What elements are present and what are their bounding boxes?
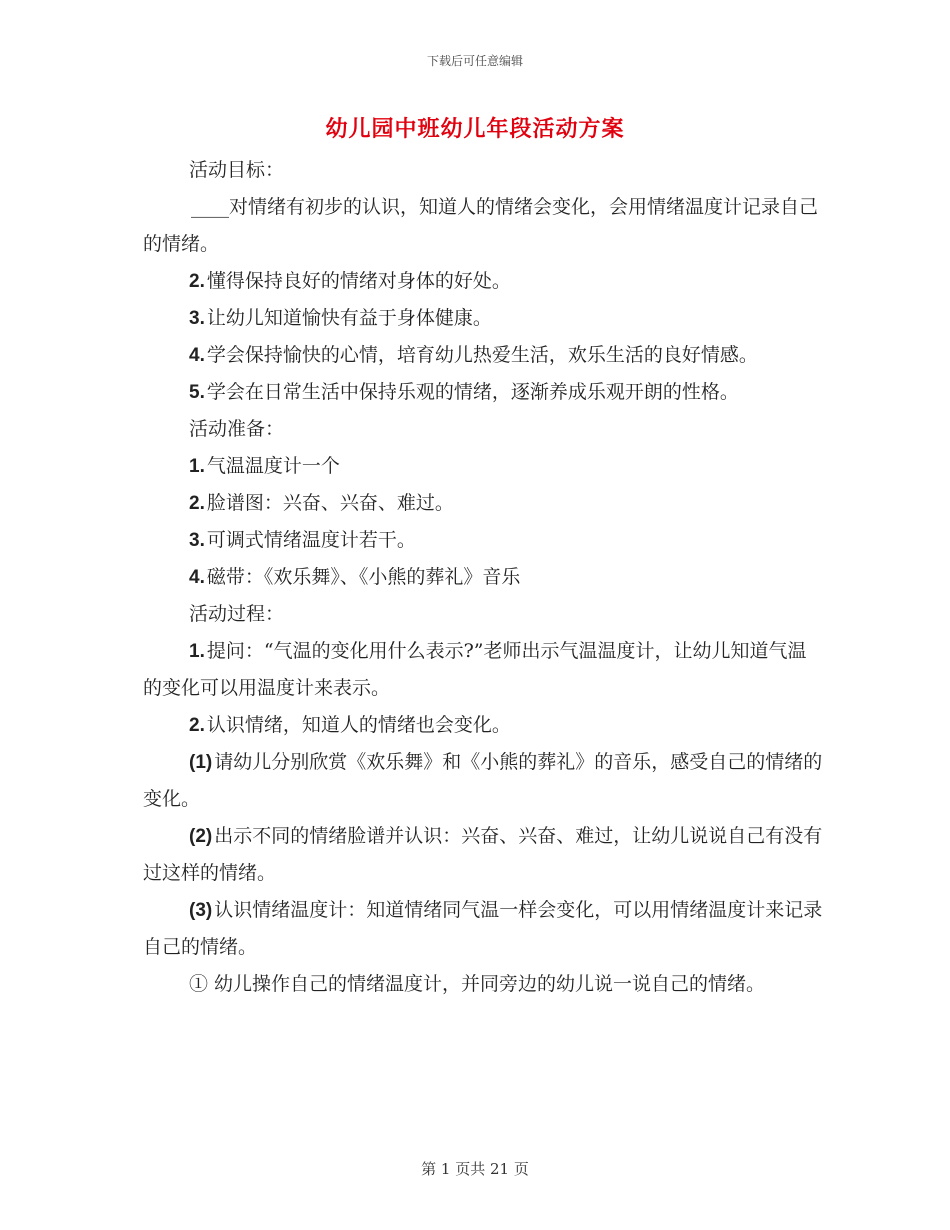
process-heading: 活动过程： xyxy=(189,603,285,625)
process-text-4: 出示不同的情绪脸谱并认识：兴奋、兴奋、难过，让幼儿说说自己有没有过这样的情绪。 xyxy=(143,825,823,884)
process-text-6: 幼儿操作自己的情绪温度计，并同旁边的幼儿说一说自己的情绪。 xyxy=(208,973,766,995)
process-item-6 xyxy=(143,966,823,1003)
process-num-1: 1. xyxy=(189,641,205,662)
page-header: 下载后可任意编辑 xyxy=(426,54,523,68)
goals-heading: 活动目标： xyxy=(189,159,285,181)
process-text-2: 认识情绪，知道人的情绪也会变化。 xyxy=(206,714,511,736)
prep-item-1 xyxy=(143,448,823,485)
preparation-heading: 活动准备： xyxy=(189,418,285,440)
process-item-4 xyxy=(143,818,823,892)
process-text-5: 认识情绪温度计：知道情绪同气温一样会变化，可以用情绪温度计来记录自己的情绪。 xyxy=(143,899,823,958)
process-num-6: ① xyxy=(189,973,209,995)
process-item-1 xyxy=(143,633,823,707)
goal-text-3: 让幼儿知道愉快有益于身体健康。 xyxy=(206,307,492,329)
goal-item-3 xyxy=(143,300,823,337)
goal-num-2: 2. xyxy=(189,271,205,292)
process-text-1: 提问：“气温的变化用什么表示?”老师出示气温温度计，让幼儿知道气温的变化可以用温度计来表示。 xyxy=(143,640,807,699)
goal-item-5 xyxy=(143,374,823,411)
goal-text-4: 学会保持愉快的心情，培育幼儿热爱生活，欢乐生活的良好情感。 xyxy=(206,344,758,366)
process-num-2: 2. xyxy=(189,715,205,736)
process-text-3: 请幼儿分别欣赏《欢乐舞》和《小熊的葬礼》的音乐，感受自己的情绪的变化。 xyxy=(143,751,823,810)
document-title: 幼儿园中班幼儿年段活动方案 xyxy=(325,116,625,142)
prep-text-2: 脸谱图：兴奋、兴奋、难过。 xyxy=(206,492,454,514)
process-num-5: (3) xyxy=(189,900,213,921)
prep-num-2: 2. xyxy=(189,493,205,514)
prep-text-3: 可调式情绪温度计若干。 xyxy=(206,529,416,551)
prep-text-1: 气温温度计一个 xyxy=(206,455,340,477)
process-num-3: (1) xyxy=(189,752,213,773)
goal-item-1 xyxy=(143,189,823,263)
prep-text-4: 磁带：《欢乐舞》、《小熊的葬礼》音乐 xyxy=(206,566,521,588)
goal-num-4: 4. xyxy=(189,345,205,366)
process-item-2 xyxy=(143,707,823,744)
document-body xyxy=(143,152,823,1003)
goal-text-2: 懂得保持良好的情绪对身体的好处。 xyxy=(206,270,511,292)
process-num-4: (2) xyxy=(189,826,213,847)
prep-num-4: 4. xyxy=(189,567,205,588)
goal-num-5: 5. xyxy=(189,382,205,403)
prep-item-2 xyxy=(143,485,823,522)
goal-text-5: 学会在日常生活中保持乐观的情绪，逐渐养成乐观开朗的性格。 xyxy=(206,381,739,403)
process-item-3 xyxy=(143,744,823,818)
prep-item-4 xyxy=(143,559,823,596)
prep-num-3: 3. xyxy=(189,530,205,551)
page-footer: 第 1 页共 21 页 xyxy=(421,1160,529,1178)
goal-item-4 xyxy=(143,337,823,374)
goal-num-3: 3. xyxy=(189,308,205,329)
goal-text-1: ____对情绪有初步的认识，知道人的情绪会变化，会用情绪温度计记录自己的情绪。 xyxy=(143,196,819,255)
prep-num-1: 1. xyxy=(189,456,205,477)
prep-item-3 xyxy=(143,522,823,559)
process-item-5 xyxy=(143,892,823,966)
goal-item-2 xyxy=(143,263,823,300)
